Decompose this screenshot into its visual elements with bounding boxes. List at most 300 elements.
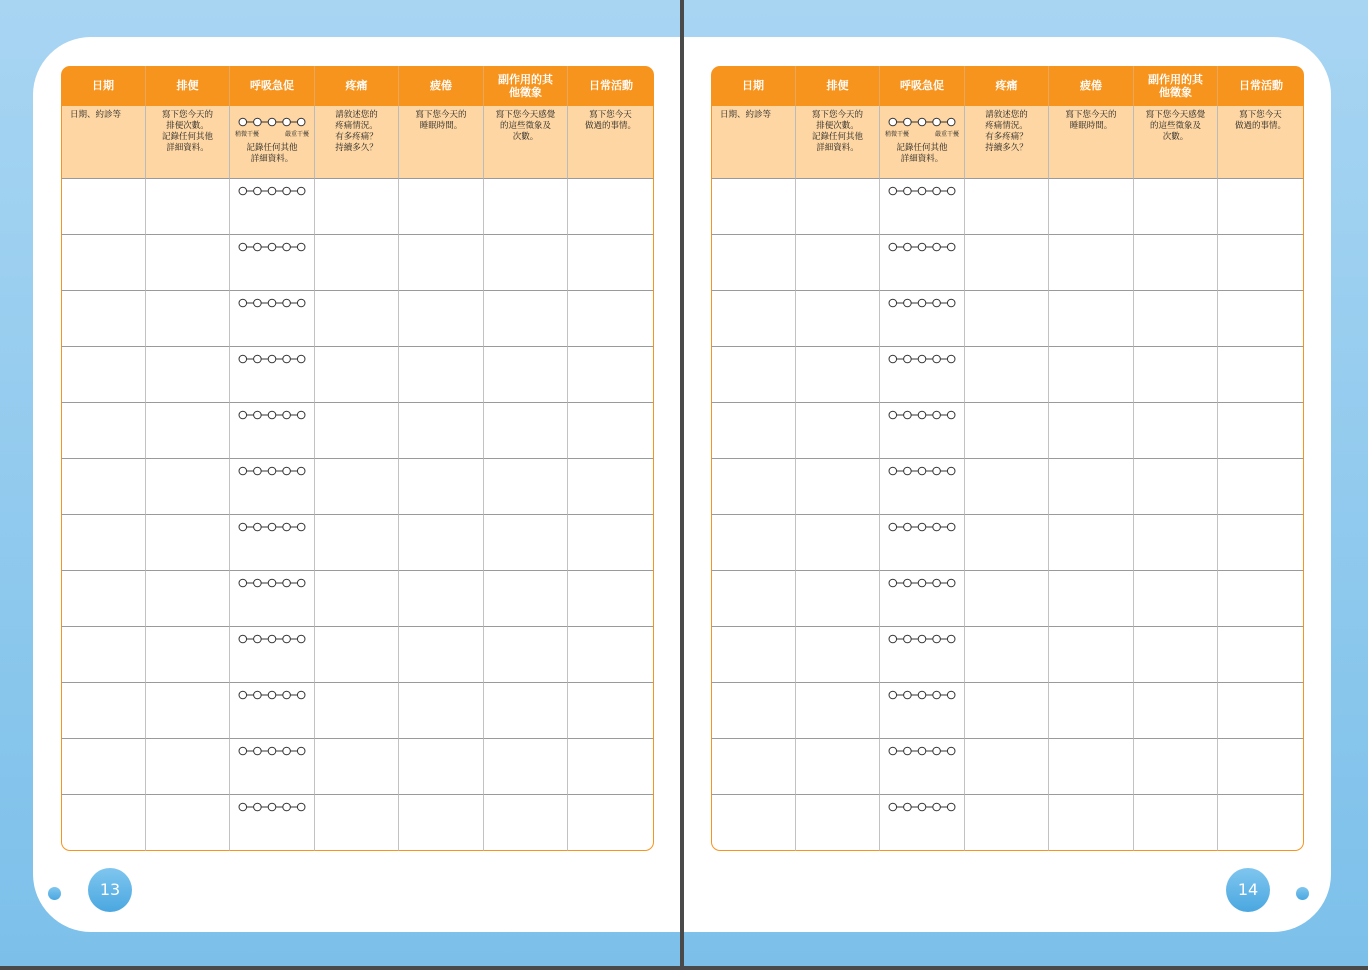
scale-circle-2[interactable]	[904, 691, 912, 699]
entry-cell[interactable]	[796, 795, 880, 851]
entry-cell[interactable]	[711, 683, 796, 739]
entry-cell[interactable]	[1049, 795, 1134, 851]
scale-circle-1[interactable]	[889, 635, 897, 643]
scale-circle-5[interactable]	[297, 411, 305, 419]
breathing-rating-scale[interactable]	[888, 242, 956, 252]
entry-cell[interactable]	[1049, 459, 1134, 515]
breathing-rating-scale[interactable]	[238, 690, 306, 700]
entry-cell[interactable]	[61, 739, 146, 795]
entry-cell[interactable]	[315, 515, 399, 571]
entry-cell[interactable]	[711, 515, 796, 571]
scale-circle-3[interactable]	[268, 747, 276, 755]
breathing-rating-scale[interactable]	[888, 466, 956, 476]
entry-cell[interactable]	[965, 235, 1049, 291]
breathing-scale-sample[interactable]	[238, 117, 306, 127]
entry-cell[interactable]	[796, 627, 880, 683]
scale-circle-2[interactable]	[254, 579, 262, 587]
entry-cell[interactable]	[711, 571, 796, 627]
scale-circle-3[interactable]	[268, 635, 276, 643]
entry-cell[interactable]	[568, 347, 654, 403]
scale-circle-3[interactable]	[918, 467, 926, 475]
entry-cell[interactable]	[484, 291, 568, 347]
scale-circle-5[interactable]	[947, 187, 955, 195]
scale-circle-1[interactable]	[239, 118, 247, 126]
entry-cell[interactable]	[796, 571, 880, 627]
entry-cell[interactable]	[568, 291, 654, 347]
entry-cell[interactable]	[399, 235, 484, 291]
scale-circle-5[interactable]	[297, 355, 305, 363]
breathing-rating-scale[interactable]	[888, 690, 956, 700]
entry-cell[interactable]	[146, 403, 230, 459]
scale-circle-2[interactable]	[254, 299, 262, 307]
scale-circle-4[interactable]	[283, 691, 291, 699]
scale-circle-4[interactable]	[933, 118, 941, 126]
scale-circle-1[interactable]	[239, 299, 247, 307]
scale-circle-1[interactable]	[239, 187, 247, 195]
entry-cell[interactable]	[146, 739, 230, 795]
scale-circle-2[interactable]	[254, 355, 262, 363]
scale-circle-5[interactable]	[947, 747, 955, 755]
entry-cell[interactable]	[1049, 683, 1134, 739]
scale-circle-1[interactable]	[239, 579, 247, 587]
entry-cell[interactable]	[711, 403, 796, 459]
entry-cell[interactable]	[1218, 571, 1304, 627]
entry-cell[interactable]	[315, 347, 399, 403]
entry-cell[interactable]	[399, 403, 484, 459]
scale-circle-3[interactable]	[268, 579, 276, 587]
entry-cell[interactable]	[568, 683, 654, 739]
scale-circle-1[interactable]	[239, 467, 247, 475]
entry-cell[interactable]	[796, 683, 880, 739]
scale-circle-4[interactable]	[933, 579, 941, 587]
entry-cell[interactable]	[315, 571, 399, 627]
entry-cell[interactable]	[484, 235, 568, 291]
entry-cell[interactable]	[965, 795, 1049, 851]
entry-cell[interactable]	[146, 179, 230, 235]
entry-cell[interactable]	[399, 291, 484, 347]
scale-circle-4[interactable]	[933, 803, 941, 811]
scale-circle-2[interactable]	[904, 299, 912, 307]
entry-cell[interactable]	[796, 515, 880, 571]
scale-circle-2[interactable]	[904, 355, 912, 363]
scale-circle-3[interactable]	[918, 803, 926, 811]
scale-circle-4[interactable]	[283, 579, 291, 587]
entry-cell[interactable]	[965, 347, 1049, 403]
breathing-rating-scale[interactable]	[888, 186, 956, 196]
entry-cell[interactable]	[568, 235, 654, 291]
entry-cell[interactable]	[1049, 347, 1134, 403]
entry-cell[interactable]	[965, 515, 1049, 571]
breathing-rating-scale[interactable]	[888, 746, 956, 756]
scale-circle-5[interactable]	[947, 243, 955, 251]
entry-cell[interactable]	[484, 795, 568, 851]
entry-cell[interactable]	[146, 515, 230, 571]
scale-circle-1[interactable]	[239, 523, 247, 531]
entry-cell[interactable]	[484, 571, 568, 627]
entry-cell[interactable]	[1049, 179, 1134, 235]
entry-cell[interactable]	[61, 291, 146, 347]
scale-circle-2[interactable]	[254, 523, 262, 531]
scale-circle-5[interactable]	[947, 579, 955, 587]
entry-cell[interactable]	[1218, 683, 1304, 739]
scale-circle-5[interactable]	[947, 467, 955, 475]
entry-cell[interactable]	[568, 515, 654, 571]
scale-circle-4[interactable]	[933, 411, 941, 419]
scale-circle-4[interactable]	[283, 523, 291, 531]
scale-circle-4[interactable]	[933, 299, 941, 307]
entry-cell[interactable]	[1134, 179, 1218, 235]
scale-circle-2[interactable]	[904, 803, 912, 811]
entry-cell[interactable]	[1218, 291, 1304, 347]
scale-circle-1[interactable]	[889, 355, 897, 363]
scale-circle-1[interactable]	[889, 299, 897, 307]
scale-circle-3[interactable]	[918, 747, 926, 755]
scale-circle-5[interactable]	[297, 523, 305, 531]
entry-cell[interactable]	[1134, 739, 1218, 795]
entry-cell[interactable]	[315, 291, 399, 347]
entry-cell[interactable]	[61, 571, 146, 627]
breathing-rating-scale[interactable]	[238, 354, 306, 364]
entry-cell[interactable]	[880, 571, 965, 627]
entry-cell[interactable]	[880, 739, 965, 795]
entry-cell[interactable]	[965, 627, 1049, 683]
scale-circle-5[interactable]	[947, 299, 955, 307]
scale-circle-5[interactable]	[947, 635, 955, 643]
entry-cell[interactable]	[711, 795, 796, 851]
scale-circle-4[interactable]	[283, 467, 291, 475]
entry-cell[interactable]	[1218, 347, 1304, 403]
breathing-rating-scale[interactable]	[888, 410, 956, 420]
entry-cell[interactable]	[399, 795, 484, 851]
entry-cell[interactable]	[484, 459, 568, 515]
entry-cell[interactable]	[1218, 403, 1304, 459]
scale-circle-3[interactable]	[268, 467, 276, 475]
scale-circle-2[interactable]	[254, 411, 262, 419]
entry-cell[interactable]	[1049, 627, 1134, 683]
entry-cell[interactable]	[965, 403, 1049, 459]
scale-circle-5[interactable]	[947, 691, 955, 699]
entry-cell[interactable]	[880, 403, 965, 459]
scale-circle-4[interactable]	[933, 747, 941, 755]
scale-circle-2[interactable]	[254, 747, 262, 755]
entry-cell[interactable]	[1134, 403, 1218, 459]
scale-circle-1[interactable]	[239, 747, 247, 755]
entry-cell[interactable]	[965, 179, 1049, 235]
scale-circle-2[interactable]	[904, 243, 912, 251]
entry-cell[interactable]	[230, 627, 315, 683]
scale-circle-2[interactable]	[254, 187, 262, 195]
scale-circle-4[interactable]	[283, 747, 291, 755]
scale-circle-1[interactable]	[889, 747, 897, 755]
entry-cell[interactable]	[230, 291, 315, 347]
entry-cell[interactable]	[230, 739, 315, 795]
entry-cell[interactable]	[568, 739, 654, 795]
entry-cell[interactable]	[880, 515, 965, 571]
entry-cell[interactable]	[146, 291, 230, 347]
breathing-rating-scale[interactable]	[888, 354, 956, 364]
scale-circle-3[interactable]	[268, 355, 276, 363]
entry-cell[interactable]	[796, 739, 880, 795]
entry-cell[interactable]	[880, 179, 965, 235]
entry-cell[interactable]	[568, 571, 654, 627]
entry-cell[interactable]	[965, 739, 1049, 795]
entry-cell[interactable]	[880, 347, 965, 403]
entry-cell[interactable]	[880, 683, 965, 739]
scale-circle-4[interactable]	[283, 635, 291, 643]
scale-circle-3[interactable]	[268, 411, 276, 419]
entry-cell[interactable]	[315, 739, 399, 795]
scale-circle-4[interactable]	[283, 118, 291, 126]
breathing-rating-scale[interactable]	[888, 634, 956, 644]
scale-circle-1[interactable]	[889, 411, 897, 419]
scale-circle-5[interactable]	[297, 803, 305, 811]
entry-cell[interactable]	[711, 179, 796, 235]
scale-circle-2[interactable]	[254, 635, 262, 643]
entry-cell[interactable]	[230, 235, 315, 291]
entry-cell[interactable]	[711, 235, 796, 291]
entry-cell[interactable]	[796, 459, 880, 515]
scale-circle-4[interactable]	[933, 523, 941, 531]
entry-cell[interactable]	[880, 291, 965, 347]
entry-cell[interactable]	[1134, 571, 1218, 627]
entry-cell[interactable]	[399, 347, 484, 403]
entry-cell[interactable]	[399, 179, 484, 235]
scale-circle-4[interactable]	[283, 803, 291, 811]
scale-circle-4[interactable]	[933, 691, 941, 699]
entry-cell[interactable]	[1134, 683, 1218, 739]
scale-circle-1[interactable]	[239, 691, 247, 699]
entry-cell[interactable]	[61, 683, 146, 739]
scale-circle-4[interactable]	[933, 243, 941, 251]
entry-cell[interactable]	[61, 235, 146, 291]
entry-cell[interactable]	[315, 459, 399, 515]
scale-circle-3[interactable]	[918, 579, 926, 587]
scale-circle-2[interactable]	[904, 467, 912, 475]
scale-circle-5[interactable]	[297, 579, 305, 587]
scale-circle-5[interactable]	[947, 803, 955, 811]
entry-cell[interactable]	[230, 179, 315, 235]
scale-circle-3[interactable]	[918, 243, 926, 251]
entry-cell[interactable]	[61, 795, 146, 851]
entry-cell[interactable]	[1218, 235, 1304, 291]
entry-cell[interactable]	[315, 795, 399, 851]
scale-circle-3[interactable]	[918, 187, 926, 195]
entry-cell[interactable]	[711, 739, 796, 795]
entry-cell[interactable]	[568, 403, 654, 459]
entry-cell[interactable]	[484, 627, 568, 683]
scale-circle-3[interactable]	[918, 691, 926, 699]
entry-cell[interactable]	[1049, 291, 1134, 347]
breathing-rating-scale[interactable]	[238, 634, 306, 644]
entry-cell[interactable]	[484, 683, 568, 739]
scale-circle-4[interactable]	[933, 467, 941, 475]
entry-cell[interactable]	[880, 459, 965, 515]
breathing-rating-scale[interactable]	[238, 410, 306, 420]
entry-cell[interactable]	[146, 627, 230, 683]
entry-cell[interactable]	[796, 179, 880, 235]
scale-circle-5[interactable]	[297, 635, 305, 643]
scale-circle-4[interactable]	[933, 355, 941, 363]
breathing-rating-scale[interactable]	[888, 298, 956, 308]
scale-circle-5[interactable]	[297, 118, 305, 126]
entry-cell[interactable]	[61, 459, 146, 515]
entry-cell[interactable]	[1218, 627, 1304, 683]
entry-cell[interactable]	[1134, 515, 1218, 571]
scale-circle-3[interactable]	[268, 118, 276, 126]
entry-cell[interactable]	[711, 627, 796, 683]
breathing-rating-scale[interactable]	[238, 298, 306, 308]
scale-circle-3[interactable]	[918, 355, 926, 363]
entry-cell[interactable]	[230, 571, 315, 627]
scale-circle-1[interactable]	[889, 579, 897, 587]
entry-cell[interactable]	[230, 459, 315, 515]
scale-circle-1[interactable]	[239, 243, 247, 251]
scale-circle-2[interactable]	[254, 803, 262, 811]
scale-circle-5[interactable]	[297, 299, 305, 307]
entry-cell[interactable]	[880, 627, 965, 683]
entry-cell[interactable]	[230, 795, 315, 851]
scale-circle-4[interactable]	[283, 411, 291, 419]
scale-circle-1[interactable]	[239, 355, 247, 363]
breathing-rating-scale[interactable]	[238, 186, 306, 196]
scale-circle-3[interactable]	[268, 523, 276, 531]
scale-circle-3[interactable]	[918, 523, 926, 531]
entry-cell[interactable]	[484, 403, 568, 459]
scale-circle-5[interactable]	[297, 467, 305, 475]
scale-circle-3[interactable]	[918, 635, 926, 643]
entry-cell[interactable]	[484, 515, 568, 571]
scale-circle-5[interactable]	[947, 118, 955, 126]
scale-circle-3[interactable]	[268, 187, 276, 195]
entry-cell[interactable]	[1134, 291, 1218, 347]
scale-circle-5[interactable]	[947, 411, 955, 419]
scale-circle-1[interactable]	[889, 243, 897, 251]
entry-cell[interactable]	[61, 515, 146, 571]
scale-circle-2[interactable]	[904, 747, 912, 755]
entry-cell[interactable]	[146, 795, 230, 851]
scale-circle-3[interactable]	[268, 803, 276, 811]
scale-circle-5[interactable]	[297, 187, 305, 195]
entry-cell[interactable]	[568, 459, 654, 515]
scale-circle-1[interactable]	[889, 118, 897, 126]
entry-cell[interactable]	[711, 459, 796, 515]
entry-cell[interactable]	[1134, 347, 1218, 403]
scale-circle-2[interactable]	[904, 187, 912, 195]
entry-cell[interactable]	[1049, 235, 1134, 291]
entry-cell[interactable]	[230, 347, 315, 403]
entry-cell[interactable]	[1218, 179, 1304, 235]
entry-cell[interactable]	[484, 347, 568, 403]
scale-circle-3[interactable]	[918, 411, 926, 419]
entry-cell[interactable]	[568, 795, 654, 851]
entry-cell[interactable]	[61, 403, 146, 459]
entry-cell[interactable]	[146, 459, 230, 515]
entry-cell[interactable]	[484, 179, 568, 235]
scale-circle-2[interactable]	[254, 467, 262, 475]
scale-circle-2[interactable]	[904, 411, 912, 419]
entry-cell[interactable]	[880, 795, 965, 851]
scale-circle-1[interactable]	[239, 635, 247, 643]
scale-circle-3[interactable]	[918, 118, 926, 126]
breathing-rating-scale[interactable]	[888, 802, 956, 812]
scale-circle-2[interactable]	[904, 635, 912, 643]
entry-cell[interactable]	[796, 403, 880, 459]
entry-cell[interactable]	[315, 627, 399, 683]
entry-cell[interactable]	[399, 683, 484, 739]
scale-circle-4[interactable]	[283, 355, 291, 363]
scale-circle-1[interactable]	[239, 803, 247, 811]
entry-cell[interactable]	[315, 235, 399, 291]
entry-cell[interactable]	[399, 459, 484, 515]
scale-circle-1[interactable]	[239, 411, 247, 419]
scale-circle-5[interactable]	[947, 523, 955, 531]
entry-cell[interactable]	[1134, 627, 1218, 683]
entry-cell[interactable]	[315, 683, 399, 739]
scale-circle-3[interactable]	[268, 299, 276, 307]
scale-circle-5[interactable]	[947, 355, 955, 363]
entry-cell[interactable]	[61, 347, 146, 403]
breathing-rating-scale[interactable]	[238, 522, 306, 532]
entry-cell[interactable]	[1134, 235, 1218, 291]
scale-circle-2[interactable]	[904, 579, 912, 587]
entry-cell[interactable]	[146, 571, 230, 627]
entry-cell[interactable]	[1049, 739, 1134, 795]
entry-cell[interactable]	[965, 683, 1049, 739]
scale-circle-2[interactable]	[254, 243, 262, 251]
scale-circle-5[interactable]	[297, 747, 305, 755]
breathing-rating-scale[interactable]	[238, 242, 306, 252]
entry-cell[interactable]	[399, 739, 484, 795]
breathing-scale-sample[interactable]	[888, 117, 956, 127]
entry-cell[interactable]	[1218, 795, 1304, 851]
scale-circle-5[interactable]	[297, 243, 305, 251]
scale-circle-2[interactable]	[904, 118, 912, 126]
scale-circle-2[interactable]	[254, 118, 262, 126]
scale-circle-3[interactable]	[918, 299, 926, 307]
entry-cell[interactable]	[568, 179, 654, 235]
scale-circle-4[interactable]	[283, 187, 291, 195]
entry-cell[interactable]	[61, 627, 146, 683]
scale-circle-1[interactable]	[889, 467, 897, 475]
entry-cell[interactable]	[1134, 795, 1218, 851]
entry-cell[interactable]	[796, 235, 880, 291]
entry-cell[interactable]	[61, 179, 146, 235]
scale-circle-4[interactable]	[283, 243, 291, 251]
breathing-rating-scale[interactable]	[238, 466, 306, 476]
breathing-rating-scale[interactable]	[888, 578, 956, 588]
entry-cell[interactable]	[315, 179, 399, 235]
entry-cell[interactable]	[146, 347, 230, 403]
breathing-rating-scale[interactable]	[238, 746, 306, 756]
entry-cell[interactable]	[1049, 571, 1134, 627]
scale-circle-4[interactable]	[933, 635, 941, 643]
entry-cell[interactable]	[711, 291, 796, 347]
scale-circle-3[interactable]	[268, 243, 276, 251]
scale-circle-3[interactable]	[268, 691, 276, 699]
entry-cell[interactable]	[1218, 739, 1304, 795]
entry-cell[interactable]	[315, 403, 399, 459]
entry-cell[interactable]	[230, 515, 315, 571]
entry-cell[interactable]	[399, 515, 484, 571]
entry-cell[interactable]	[796, 347, 880, 403]
scale-circle-4[interactable]	[933, 187, 941, 195]
entry-cell[interactable]	[230, 683, 315, 739]
entry-cell[interactable]	[1049, 403, 1134, 459]
entry-cell[interactable]	[1218, 515, 1304, 571]
entry-cell[interactable]	[965, 459, 1049, 515]
entry-cell[interactable]	[146, 683, 230, 739]
entry-cell[interactable]	[568, 627, 654, 683]
